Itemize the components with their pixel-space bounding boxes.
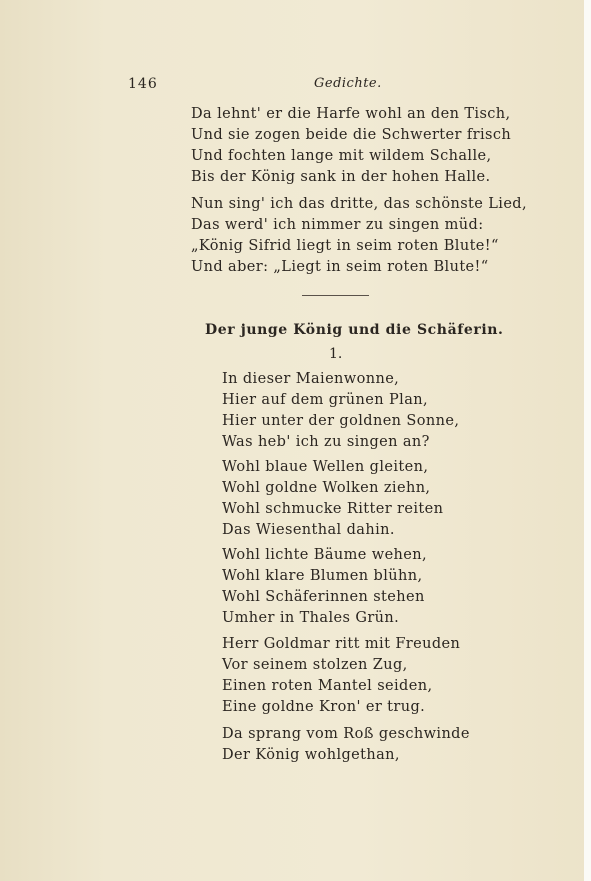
verse-line: Eine goldne Kron' er trug. [222, 699, 426, 715]
verse-line: Das Wiesenthal dahin. [222, 522, 395, 538]
verse-line: „König Sifrid liegt in seim roten Blute!“ [191, 238, 499, 254]
poem-title: Der junge König und die Schäferin. [205, 322, 504, 338]
verse-line: Und sie zogen beide die Schwerter frisch [191, 127, 512, 143]
stanza-2 [191, 194, 527, 278]
verse-line: Der König wohlgethan, [222, 747, 400, 763]
verse-line: Umher in Thales Grün. [222, 610, 400, 626]
stanza-1 [191, 104, 511, 188]
verse-line: Nun sing' ich das dritte, das schönste Lied, [191, 196, 527, 212]
verse-line: Was heb' ich zu singen an? [222, 434, 430, 450]
verse-line: Wohl Schäferinnen stehen [222, 589, 425, 605]
verse-line: Wohl schmucke Ritter reiten [222, 501, 444, 517]
verse-line: Das werd' ich nimmer zu singen müd: [191, 217, 484, 233]
verse-line: Hier unter der goldnen Sonne, [222, 413, 460, 429]
poem-stanza-4 [222, 634, 460, 718]
page-number: 146 [128, 76, 158, 92]
verse-line: Herr Goldmar ritt mit Freuden [222, 636, 461, 652]
verse-line: Wohl klare Blumen blühn, [222, 568, 423, 584]
verse-line: Einen roten Mantel seiden, [222, 678, 433, 694]
verse-line: Und fochten lange mit wildem Schalle, [191, 148, 492, 164]
verse-line: Da lehnt' er die Harfe wohl an den Tisch, [191, 106, 511, 122]
poem-stanza-3 [222, 545, 427, 629]
section-divider [302, 295, 369, 296]
poem-stanza-2 [222, 457, 443, 541]
page-edge [584, 0, 591, 881]
verse-line: Wohl lichte Bäume wehen, [222, 547, 428, 563]
section-number: 1. [329, 346, 343, 362]
verse-line: Wohl blaue Wellen gleiten, [222, 459, 429, 475]
running-title: Gedichte. [314, 76, 382, 91]
verse-line: Und aber: „Liegt in seim roten Blute!“ [191, 259, 489, 275]
verse-line: Wohl goldne Wolken ziehn, [222, 480, 431, 496]
verse-line: Da sprang vom Roß geschwinde [222, 726, 470, 742]
page-header [0, 76, 591, 96]
verse-line: In dieser Maienwonne, [222, 371, 400, 387]
poem-stanza-1 [222, 369, 459, 453]
verse-line: Vor seinem stolzen Zug, [222, 657, 408, 673]
verse-line: Bis der König sank in der hohen Halle. [191, 169, 491, 185]
verse-line: Hier auf dem grünen Plan, [222, 392, 428, 408]
poem-stanza-5 [222, 724, 470, 766]
